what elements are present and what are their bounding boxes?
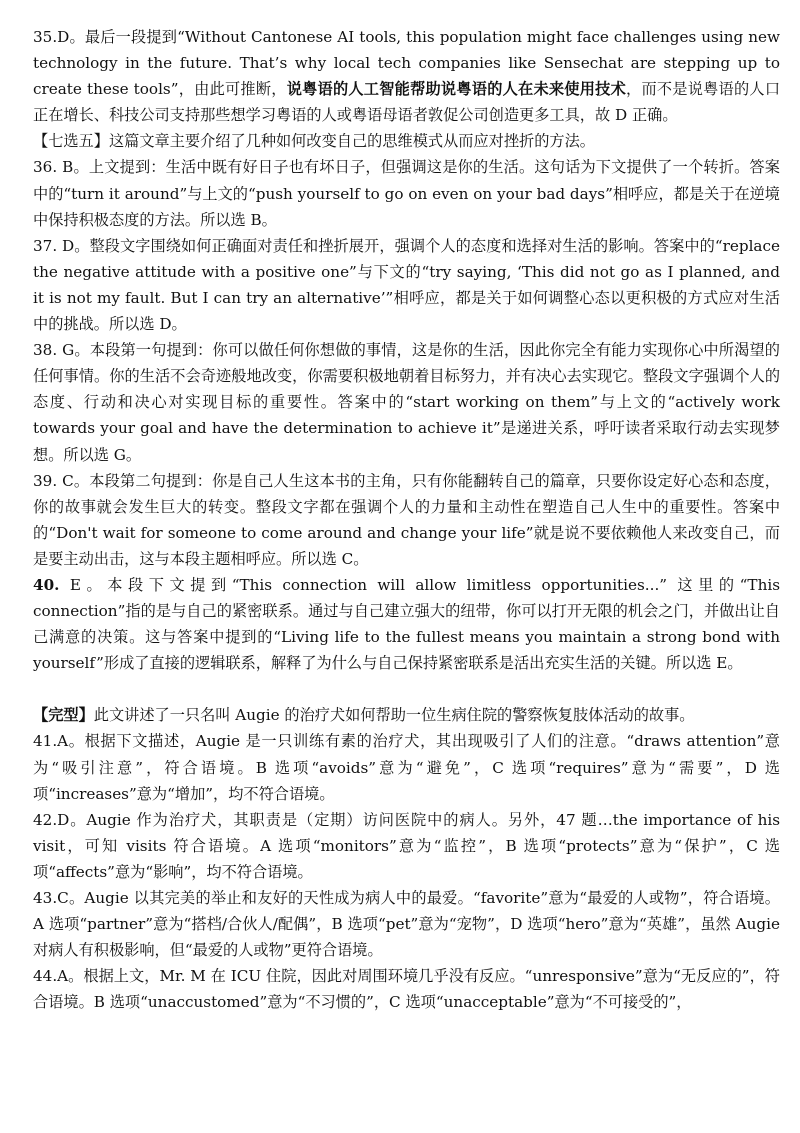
answer-paragraph [33,807,780,885]
answer-paragraph [33,154,780,232]
text-segment: 38. G。本段第一句提到：你可以做任何你想做的事情，这是你的生活，因此你完全有能力实现你心中所渴望的任何事情。你的生活不会奇迹般地改变，你需要积极地朝着目标努力，并有决心去实现它。整段文字强调个人的态度、行动和决心对实现目标的重要性。答案中的“start working on them”与上文的“actively work towards your goal and have the determination to achieve it”是递进关系，呼吁读者采取行动去实现梦想。所以选 G。 [33,341,780,464]
text-segment: 43.C。Augie 以其完美的举止和友好的天性成为病人中的最爱。“favorite”意为“最爱的人或物”，符合语境。A 选项“partner”意为“搭档/合伙人/配偶”，B 选项“pet”意为“宠物”，D 选项“hero”意为“英雄”，虽然 Augie 对病人有积极影响，但“最爱的人或物”更符合语境。 [33,889,780,960]
answer-paragraph [33,128,780,154]
answer-paragraph [33,24,780,128]
answer-paragraph [33,702,780,728]
text-segment: 【七选五】这篇文章主要介绍了几种如何改变自己的思维模式从而应对挫折的方法。 [33,132,595,151]
text-segment: 36. B。上文提到：生活中既有好日子也有坏日子，但强调这是你的生活。这句话为下文提供了一个转折。答案中的“turn it around”与上文的“push yourself to go on even on your bad days”相呼应，都是关于在逆境中保持积极态度的方法。所以选 B。 [33,158,780,229]
text-segment: 此文讲述了一只名叫 Augie 的治疗犬如何帮助一位生病住院的警察恢复肢体活动的故事。 [93,706,695,725]
text-segment: 41.A。根据下文描述，Augie 是一只训练有素的治疗犬，其出现吸引了人们的注意。“draws attention”意为“吸引注意”，符合语境。B 选项“avoids”意为“避免”，C 选项“requires”意为“需要”，D 选项“increases”意为“增加”，均不符合语境。 [33,732,780,803]
answer-paragraph [33,963,780,1015]
answer-paragraph [33,337,780,467]
text-segment: 37. D。整段文字围绕如何正确面对责任和挫折展开，强调个人的态度和选择对生活的影响。答案中的“replace the negative attitude with a positive one”与下文的“try saying, ‘This did not go as I planned, and it is not my fault. But I can try an alternative’”相呼应，都是关于如何调整心态以更积极的方式应对生活中的挑战。所以选 D。 [33,236,780,334]
answer-paragraph [33,728,780,806]
answer-section-1 [33,24,780,676]
answer-paragraph [33,233,780,337]
bold-text: 说粤语的人工智能帮助说粤语的人在未来使用技术 [286,80,627,99]
bold-text: 【完型】 [33,706,94,725]
text-segment: ，而不是说粤语的人口正在增长、科技公司支持那些想学习粤语的人或粤语母语者敦促公司创造更多工具，故 D 正确。 [33,80,781,125]
answer-paragraph [33,468,780,572]
answer-paragraph [33,885,780,963]
text-segment: E。本段下文提到“This connection will allow limitless opportunities...” 这里的“This connection”指的是与自己的紧密联系。通过与自己建立强大的纽带，你可以打开无限的机会之门，并做出让自己满意的决策。这与答案中提到的“Living life to the fullest means you maintain a strong bond with yourself”形成了直接的逻辑联系，解释了为什么与自己保持紧密联系是活出充实生活的关键。所以选 E。 [33,575,780,673]
section-gap [33,676,780,702]
text-segment: 39. C。本段第二句提到：你是自己人生这本书的主角，只有你能翻转自己的篇章，只要你设定好心态和态度，你的故事就会发生巨大的转变。整段文字都在强调个人的力量和主动性在塑造自己人生中的重要性。答案中的“Don't wait for someone to come around and change your life”就是说不要依赖他人来改变自己，而是要主动出击，这与本段主题相呼应。所以选 C。 [33,471,780,568]
answer-section-2 [33,702,780,1015]
text-segment: 42.D。Augie 作为治疗犬，其职责是（定期）访问医院中的病人。另外，47 题…the importance of his visit，可知 visits 符合语境。A 选项“monitors”意为“监控”，B 选项“protects”意为“保护”，C 选项“affects”意为“影响”，均不符合语境。 [33,810,780,881]
bold-text: 40. [33,575,60,594]
text-segment: 35.D。最后一段提到“Without Cantonese AI tools, this population might face challenges using new technology in the future. That’s why local tech companies like Sensechat are stepping up to create these tools”，由此可推断， [33,28,780,99]
text-segment: 44.A。根据上文，Mr. M 在 ICU 住院，因此对周围环境几乎没有反应。“unresponsive”意为“无反应的”，符合语境。B 选项“unaccustomed”意为“不习惯的”，C 选项“unacceptable”意为“不可接受的”， [33,967,780,1012]
answer-paragraph [33,572,780,676]
